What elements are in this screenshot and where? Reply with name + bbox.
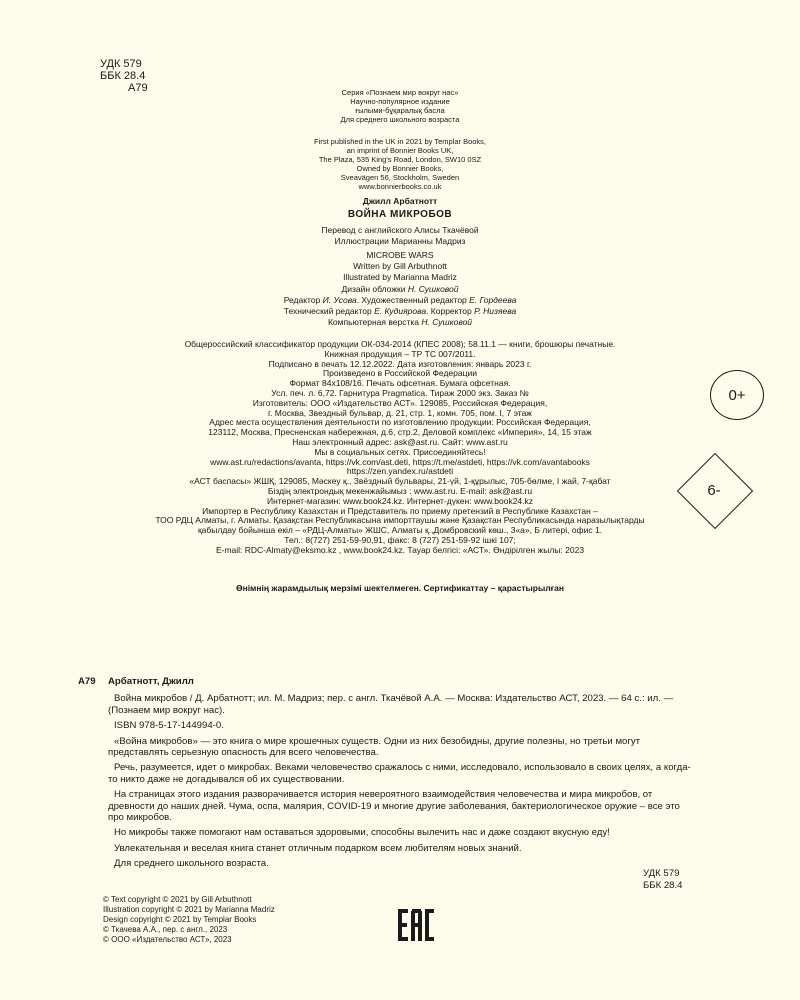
bibliographic-record bbox=[78, 676, 698, 874]
original-title: MICROBE WARS bbox=[366, 250, 434, 260]
bib-heading: Арбатнотт, Джилл bbox=[108, 676, 194, 687]
series-line: ғылыми-бұқаралық басла bbox=[355, 106, 445, 115]
age-rating-6-badge bbox=[688, 464, 740, 516]
tech-line: Біздің электрондық мекенжайымыз : www.ast.ru. E-mail: ask@ast.ru bbox=[267, 485, 533, 496]
book-title: ВОЙНА МИКРОБОВ bbox=[347, 209, 453, 220]
editor-credit: Редактор И. Усова. Художественный редактор Е. Гордеева bbox=[283, 295, 517, 305]
credits-en bbox=[0, 250, 800, 283]
tech-line: қабылдау бойынша екіл – «РДЦ-Алматы» ЖШС, Алматы қ.,Домбровский көш., 3«а», Б литері, офис 1. bbox=[197, 525, 603, 536]
illustrator-credit: Иллюстрации Марианны Мадриз bbox=[334, 236, 466, 246]
first-published-info bbox=[0, 137, 800, 191]
tech-line: Формат 84х108/16. Печать офсетная. Бумага офсетная. bbox=[289, 378, 511, 389]
tech-line: www.ast.ru/redactions/avanta, https://vk.com/ast.deti, https://t.me/astdeti, https://vk.com/avantabooks bbox=[210, 456, 590, 467]
age-rating-0-badge bbox=[710, 370, 764, 420]
udk-bottom bbox=[643, 868, 683, 892]
bib-annotation: Но микробы также помогают нам оставаться здоровыми, способны вылечить нас и даже создают вкусную еду! bbox=[114, 827, 610, 839]
bib-author-code: А79 bbox=[78, 676, 96, 687]
eac-mark-icon bbox=[398, 909, 434, 946]
bib-annotation: «Война микробов» — это книга о мире крошечных существ. Одни из них безобидны, другие полезны, но третьи могут представлять серьезную опасность для всего человечества. bbox=[108, 735, 641, 759]
book-author: Джилл Арбатнотт bbox=[362, 196, 438, 206]
tech-line: Адрес места осуществления деятельности по изготовлению продукции: Российская Федерация, bbox=[209, 417, 591, 428]
bib-annotation: Речь, разумеется, идет о микробах. Веками человечество сражалось с ними, исследовало, использовало в своих целях, а когда-то никто даже не догадывался об их существовании. bbox=[108, 762, 691, 785]
layout-credit: Компьютерная верстка Н. Сушковой bbox=[327, 317, 473, 327]
cover-design-credit: Дизайн обложки Н. Сушковой bbox=[341, 284, 459, 294]
tech-line: 123112, Москва, Пресненская набережная, д.6, стр.2, Деловой комплекс «Империя», 14, 15 этаж bbox=[208, 427, 592, 438]
design-credits bbox=[0, 284, 800, 328]
tech-line: г. Москва, Звездный бульвар, д. 21, стр. 1, комн. 705, пом. I, 7 этаж bbox=[268, 407, 532, 418]
age-rating-0-text: 0+ bbox=[728, 386, 746, 404]
first-published-line: Sveavägen 56, Stockholm, Sweden bbox=[340, 173, 460, 182]
tech-line: E-mail: RDC-Almaty@eksmo.kz , www.book24.kz. Тауар белгісі: «АСТ». Өндірілген жылы: 2023 bbox=[215, 544, 585, 555]
original-illustrator: Illustrated by Marianna Madriz bbox=[343, 272, 457, 282]
tech-line: «АСТ баспасы» ЖШҚ, 129085, Мәскеу қ., Звёздный бульвары, 21-үй, 1-құрылыс, 705-бөлме, I жай, 7-қабат bbox=[189, 476, 611, 487]
bib-isbn: ISBN 978-5-17-144994-0. bbox=[114, 720, 224, 732]
technical-info bbox=[0, 340, 800, 556]
tech-line: Тел.: 8(727) 251-59-90,91, факс: 8 (727) 251-59-92 ішкі 107; bbox=[284, 534, 516, 545]
bbk-code-bottom: ББК 28.4 bbox=[643, 880, 683, 891]
tech-line: Произведено в Российской Федерации bbox=[323, 368, 477, 379]
series-line: Серия «Познаем мир вокруг нас» bbox=[341, 88, 459, 97]
first-published-line: an imprint of Bonnier Books UK, bbox=[346, 146, 454, 155]
tech-line: ТОО РДЦ Алматы, г. Алматы. Қазақстан Республикасына импорттаушы және Қазақстан Республикасында наразылықтарды bbox=[155, 515, 645, 526]
copyright-line: Design copyright © 2021 by Templar Books bbox=[103, 915, 257, 924]
bib-record: Война микробов / Д. Арбатнотт; ил. М. Мадриз; пер. с англ. Ткачёвой А.А. — Москва: Издательство АСТ, 2023. — 64 с.: ил. — (Познаем мир вокруг нас). bbox=[108, 693, 674, 716]
copyright-line: © ООО «Издательство АСТ», 2023 bbox=[103, 935, 232, 944]
tech-editor-credit: Технический редактор Е. Кудиярова. Корректор Р. Низяева bbox=[283, 306, 517, 316]
first-published-line: www.bonnierbooks.co.uk bbox=[358, 182, 442, 191]
udk-code-bottom: УДК 579 bbox=[643, 868, 680, 879]
tech-line: https://zen.yandex.ru/astdeti bbox=[346, 466, 454, 477]
copyright-line: Illustration copyright © 2021 by Marianna Madriz bbox=[103, 905, 275, 914]
udk-code: УДК 579 bbox=[100, 58, 142, 70]
credits-ru bbox=[0, 225, 800, 247]
tech-line: Мы в социальных сетях. Присоединяйтесь! bbox=[314, 446, 486, 457]
tech-line: Интернет-магазин: www.book24.kz. Интернет-дүкен: www.book24.kz bbox=[266, 495, 534, 506]
bib-annotation: Увлекательная и веселая книга станет отличным подарком всем любителям новых знаний. bbox=[114, 842, 522, 854]
bib-annotation: Для среднего школьного возраста. bbox=[114, 858, 269, 870]
tech-line: Подписано в печать 12.12.2022. Дата изготовления: январь 2023 г. bbox=[268, 358, 532, 369]
copyright-block bbox=[103, 895, 275, 945]
tech-line: Изготовитель: ООО «Издательство АСТ». 129085, Российская Федерация, bbox=[252, 397, 548, 408]
bbk-code: ББК 28.4 bbox=[100, 70, 146, 82]
tech-line: Импортер в Республику Казахстан и Представитель по приему претензий в Республике Казахстан – bbox=[202, 505, 598, 516]
first-published-line: Owned by Bonnier Books, bbox=[356, 164, 444, 173]
tech-line: Усл. печ. л. 6,72. Гарнитура Pragmatica. Тираж 2000 экз. Заказ № bbox=[271, 387, 529, 398]
bib-annotation: На страницах этого издания разворачивается история невероятного взаимодействия человечества и мира микробов, от древности до наших дней. Чума, оспа, малярия, COVID-19 и многие другие заболевания, бактериологическое оружие – все это про микробов. bbox=[108, 789, 680, 824]
first-published-line: First published in the UK in 2021 by Templar Books, bbox=[313, 137, 487, 146]
series-info bbox=[0, 88, 800, 124]
tech-line: Общероссийский классификатор продукции ОК-034-2014 (КПЕС 2008); 58.11.1 — книги, брошюры печатные. bbox=[184, 339, 616, 349]
tech-line: Книжная продукция – ТР ТС 007/2011. bbox=[324, 348, 476, 359]
series-line: Научно-популярное издание bbox=[350, 97, 450, 106]
original-author: Written by Gill Arbuthnott bbox=[353, 261, 447, 271]
translator-credit: Перевод с английского Алисы Ткачёвой bbox=[321, 225, 479, 235]
series-line: Для среднего школьного возраста bbox=[340, 115, 460, 124]
kz-notice: Өнімнің жарамдылық мерзімі шектелмеген. Сертификаттау – қарастырылған bbox=[235, 583, 565, 593]
author-code: А79 bbox=[128, 82, 148, 94]
first-published-line: The Plaza, 535 King's Road, London, SW10 0SZ bbox=[318, 155, 482, 164]
copyright-line: © Ткачева А.А., пер. с англ., 2023 bbox=[103, 925, 228, 934]
tech-line: Наш электронный адрес: ask@ast.ru. Сайт: www.ast.ru bbox=[292, 436, 508, 447]
age-rating-6-text: 6- bbox=[707, 481, 721, 499]
copyright-line: © Text copyright © 2021 by Gill Arbuthnott bbox=[103, 895, 252, 904]
